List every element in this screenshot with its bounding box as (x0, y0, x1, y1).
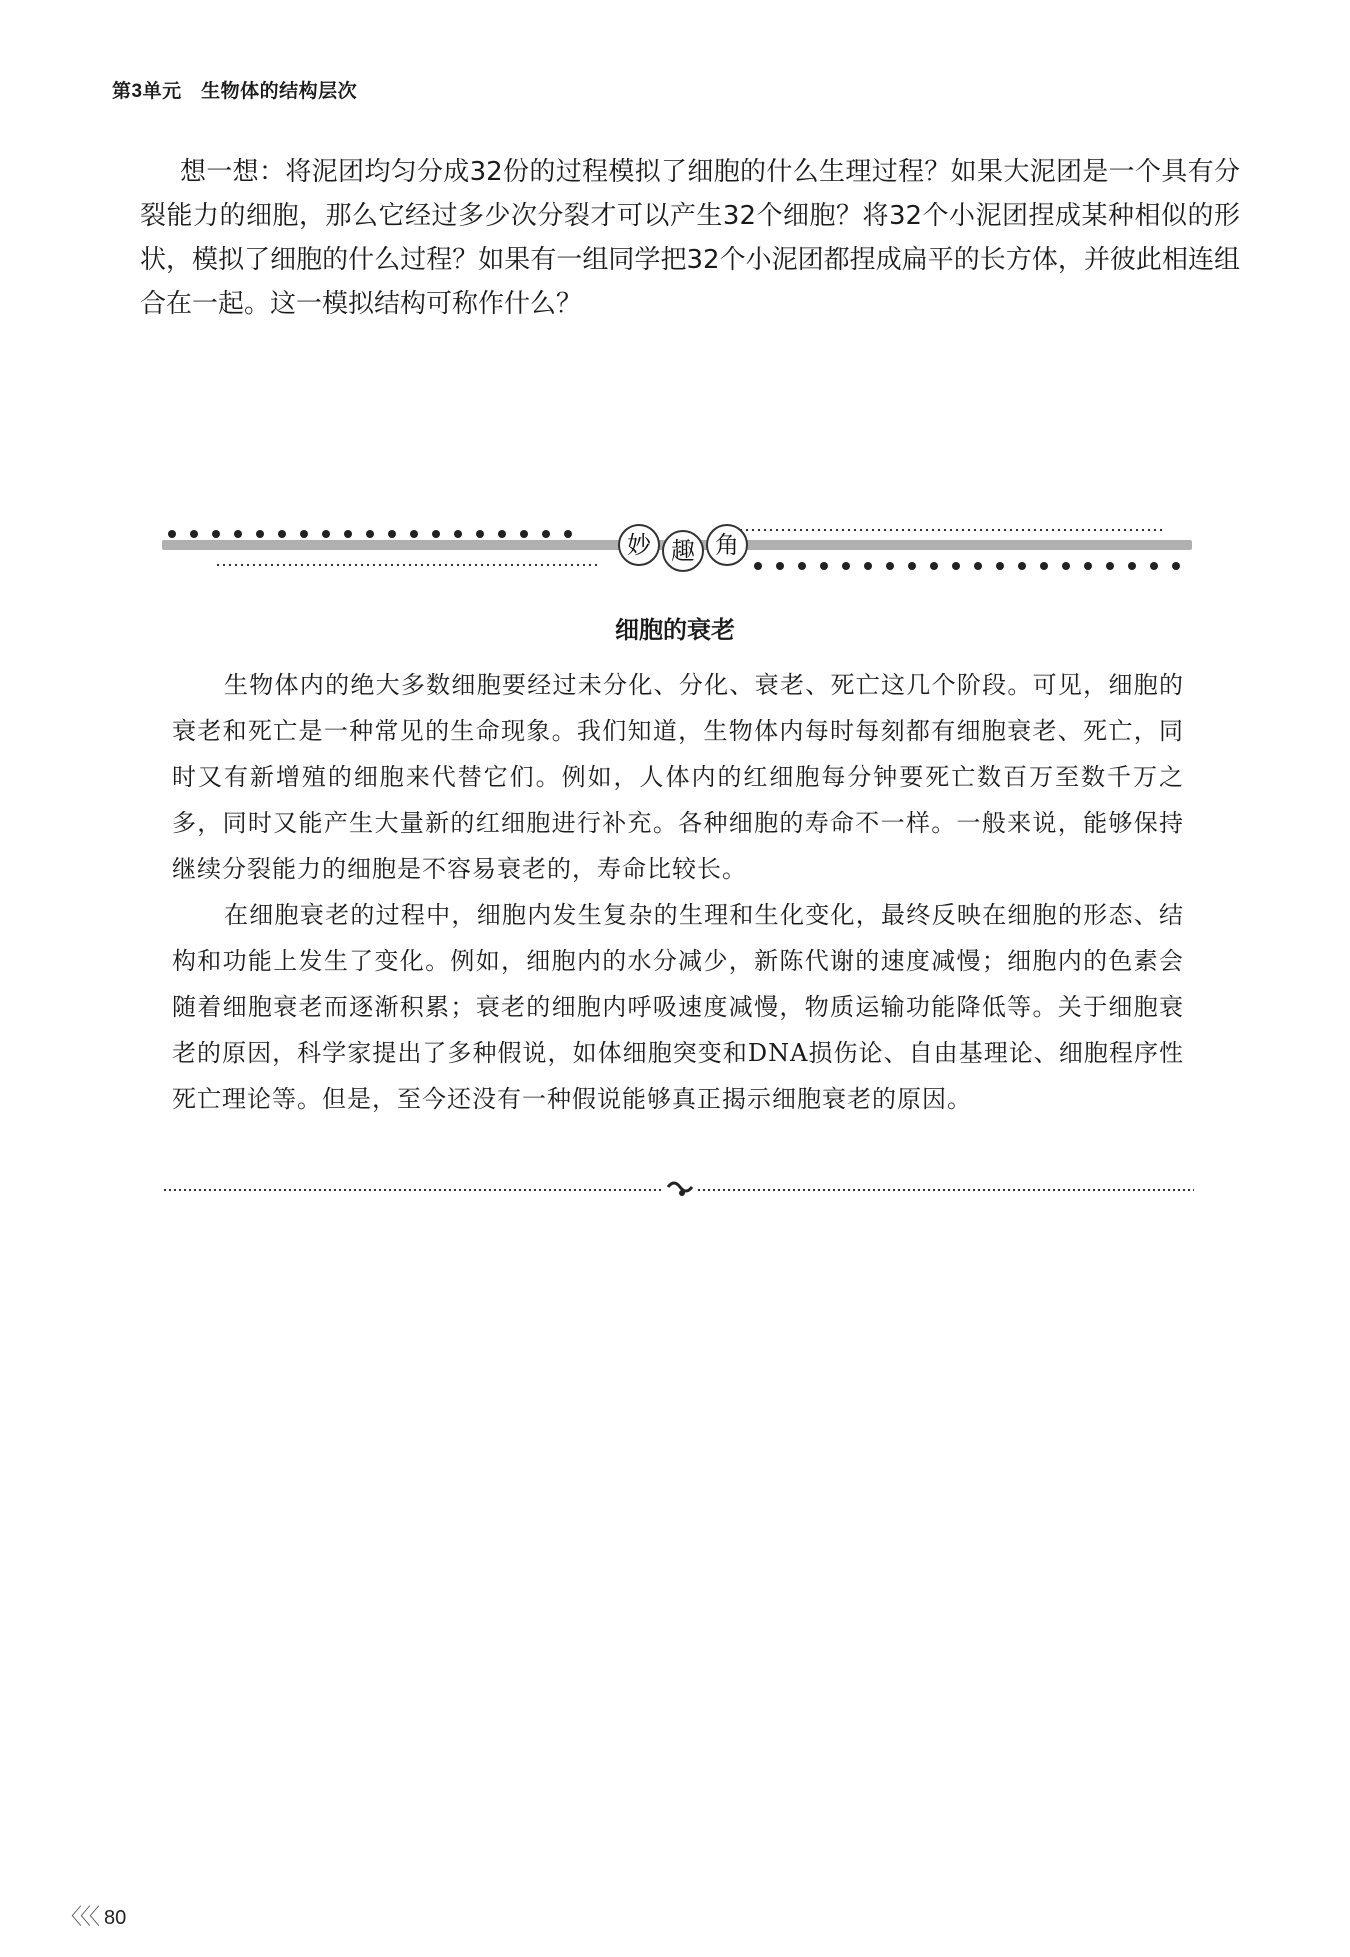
running-header: 第3单元 生物体的结构层次 (112, 81, 358, 102)
fun-corner-char-3: 角 (706, 524, 748, 566)
think-question-block (140, 150, 1240, 326)
think-question-paragraph: 想一想：将泥团均匀分成32份的过程模拟了细胞的什么生理过程？如果大泥团是一个具有分裂能力的细胞，那么它经过多少次分裂才可以产生32个细胞？将32个小泥团捏成某种相似的形状，模拟了细胞的什么过程？如果有一组同学把32个小泥团都捏成扁平的长方体，并彼此相连组合在一起。这一模拟结构可称作什么？ (140, 157, 1240, 319)
fun-corner-banner (162, 510, 1192, 582)
article-title: 细胞的衰老 (615, 617, 735, 644)
section-end-rule (164, 1175, 1194, 1205)
article-body (172, 662, 1184, 1122)
article-paragraph-2: 在细胞衰老的过程中，细胞内发生复杂的生理和生化变化，最终反映在细胞的形态、结构和功能上发生了变化。例如，细胞内的水分减少，新陈代谢的速度减慢；细胞内的色素会随着细胞衰老而逐渐积累；衰老的细胞内呼吸速度减慢，物质运输功能降低等。关于细胞衰老的原因，科学家提出了多种假说，如体细胞突变和DNA损伤论、自由基理论、细胞程序性死亡理论等。但是，至今还没有一种假说能够真正揭示细胞衰老的原因。 (172, 901, 1184, 1113)
article-paragraph-1: 生物体内的绝大多数细胞要经过未分化、分化、衰老、死亡这几个阶段。可见，细胞的衰老和死亡是一种常见的生命现象。我们知道，生物体内每时每刻都有细胞衰老、死亡，同时又有新增殖的细胞来代替它们。例如，人体内的红细胞每分钟要死亡数百万至数千万之多，同时又能产生大量新的红细胞进行补充。各种细胞的寿命不一样。一般来说，能够保持继续分裂能力的细胞是不容易衰老的，寿命比较长。 (172, 671, 1184, 883)
page-footer (60, 1900, 126, 1931)
page-number: 80 (104, 1907, 127, 1929)
chevrons-left-icon: 〈〈〈 (60, 1904, 99, 1929)
ornament-icon (668, 1183, 692, 1196)
fun-corner-char-1: 妙 (618, 524, 660, 566)
fun-corner-char-2: 趣 (662, 530, 704, 572)
